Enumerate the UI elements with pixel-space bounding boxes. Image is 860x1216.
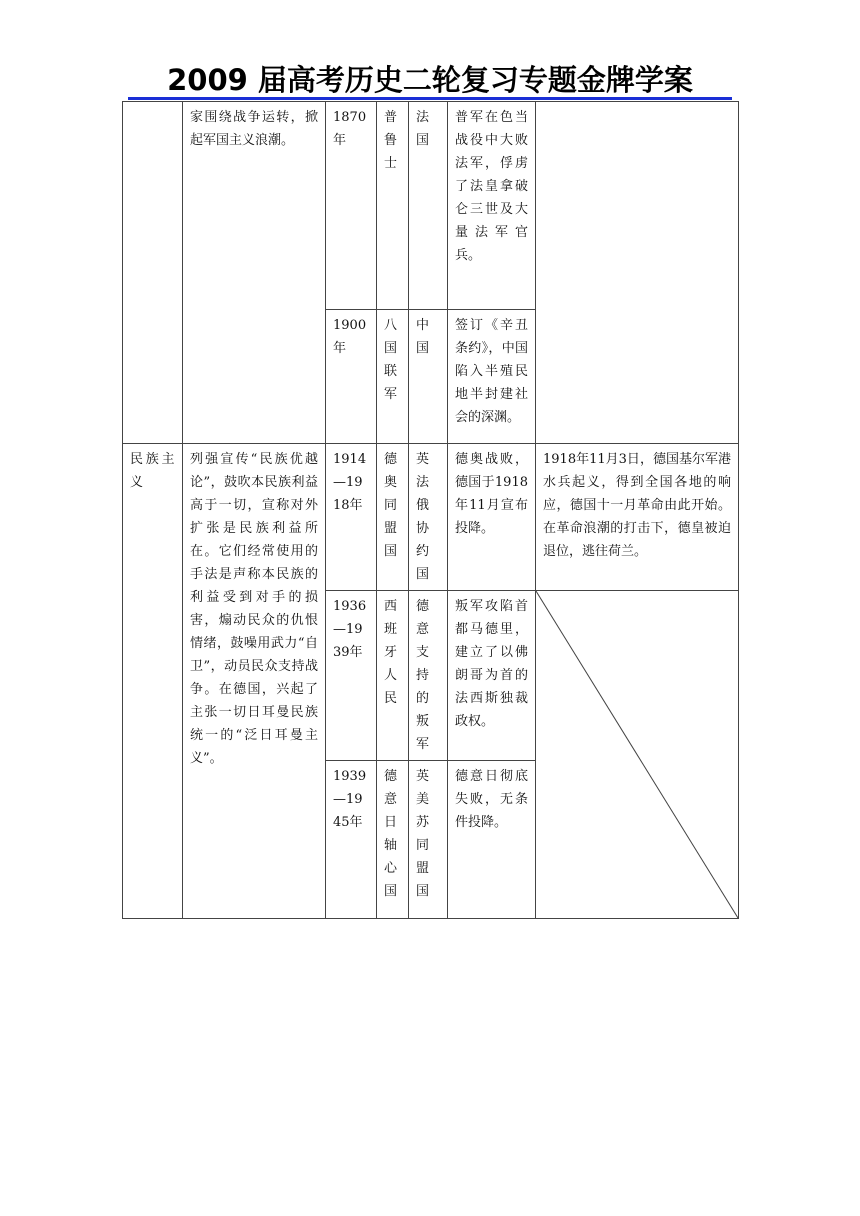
empty-diagonal-cell <box>536 591 739 919</box>
diagonal-line <box>536 591 738 918</box>
party-b-cell: 英美苏同盟国 <box>409 761 448 919</box>
party-a-cell: 西班牙人民 <box>377 591 409 761</box>
header-underline <box>128 97 732 100</box>
party-a-cell: 八国联军 <box>377 310 409 444</box>
year-cell: 1870年 <box>326 102 377 310</box>
history-table <box>122 101 739 919</box>
category-cell <box>123 102 183 444</box>
party-b-cell: 法国 <box>409 102 448 310</box>
result-cell: 叛军攻陷首都马德里，建立了以佛朗哥为首的法西斯独裁政权。 <box>448 591 536 761</box>
party-b-cell: 英法俄协约国 <box>409 444 448 591</box>
party-a-cell: 德奥同盟国 <box>377 444 409 591</box>
result-cell: 普军在色当战役中大败法军，俘虏了法皇拿破仑三世及大量法军官兵。 <box>448 102 536 310</box>
party-a-cell: 德意日轴心国 <box>377 761 409 919</box>
table-row <box>123 444 739 591</box>
note-cell: 1918年11月3日，德国基尔军港水兵起义，得到全国各地的响应，德国十一月革命由此开始。在革命浪潮的打击下，德皇被迫退位，逃往荷兰。 <box>536 444 739 591</box>
category-cell: 民族主义 <box>123 444 183 919</box>
page-header-title: 2009 届高考历史二轮复习专题金牌学案 <box>167 63 693 97</box>
description-cell: 家围绕战争运转，掀起军国主义浪潮。 <box>183 102 326 444</box>
year-cell: 1900年 <box>326 310 377 444</box>
party-b-cell: 中国 <box>409 310 448 444</box>
result-cell: 签订《辛丑条约》，中国陷入半殖民地半封建社会的深渊。 <box>448 310 536 444</box>
table-row <box>123 102 739 310</box>
description-cell: 列强宣传“民族优越论”，鼓吹本民族利益高于一切，宣称对外扩张是民族利益所在。它们经常使用的手法是声称本民族的利益受到对手的损害，煽动民众的仇恨情绪，鼓噪用武力“自卫”，动员民众支持战争。在德国，兴起了主张一切日耳曼民族统一的“泛日耳曼主义”。 <box>183 444 326 919</box>
year-cell: 1914—1918年 <box>326 444 377 591</box>
note-cell <box>536 102 739 444</box>
result-cell: 德意日彻底失败，无条件投降。 <box>448 761 536 919</box>
year-cell: 1939—1945年 <box>326 761 377 919</box>
party-a-cell: 普鲁士 <box>377 102 409 310</box>
party-b-cell: 德意支持的叛军 <box>409 591 448 761</box>
result-cell: 德奥战败，德国于1918年11月宣布投降。 <box>448 444 536 591</box>
year-cell: 1936—1939年 <box>326 591 377 761</box>
